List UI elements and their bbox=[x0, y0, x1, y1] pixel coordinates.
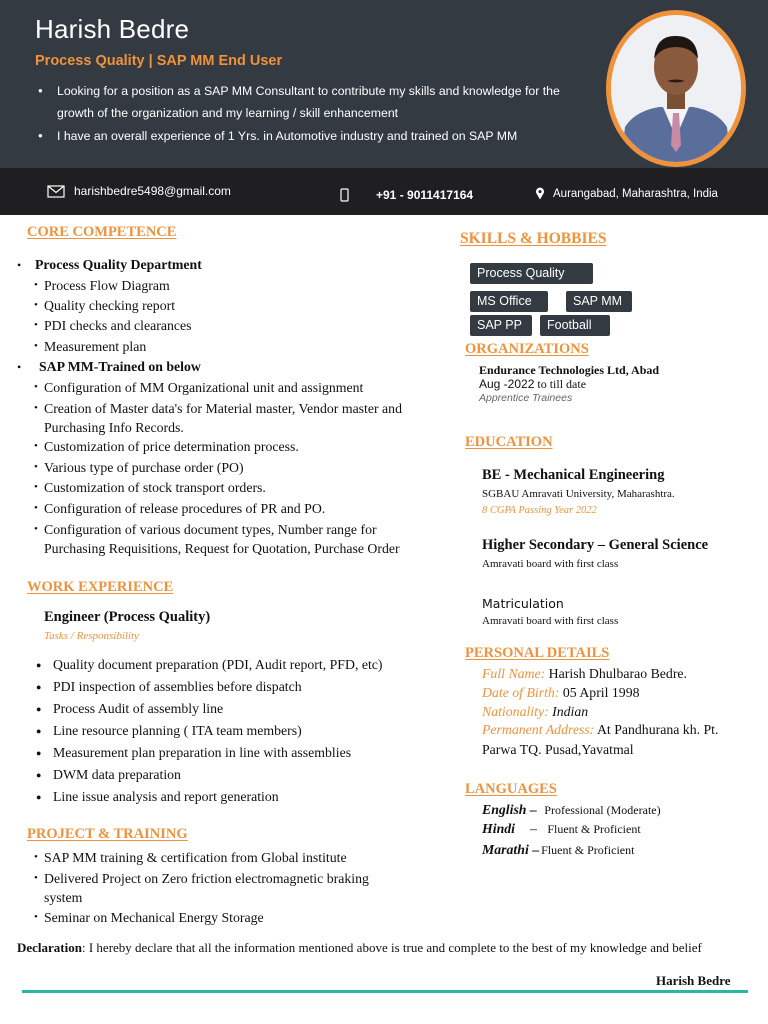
contact-bar bbox=[0, 168, 768, 215]
location-pin-icon bbox=[535, 187, 545, 200]
candidate-name: Harish Bedre bbox=[35, 14, 190, 44]
core-item: • Quality checking report bbox=[44, 296, 175, 315]
edu-degree: Higher Secondary – General Science bbox=[482, 537, 709, 553]
language-item bbox=[482, 819, 641, 839]
language-item bbox=[482, 840, 634, 860]
edu-note: 8 CGPA Passing Year 2022 bbox=[482, 505, 597, 516]
language-name: English – bbox=[482, 802, 537, 817]
language-level: Professional (Moderate) bbox=[544, 803, 661, 817]
declaration bbox=[17, 938, 702, 958]
profile-photo bbox=[606, 10, 746, 167]
org-period bbox=[479, 374, 586, 394]
work-item: ● Measurement plan preparation in line with assemblies bbox=[53, 743, 351, 763]
personal-address-line2: Parwa TQ. Pusad,Yavatmal bbox=[482, 742, 634, 757]
language-level: Fluent & Proficient bbox=[541, 843, 635, 857]
core-item: • Process Flow Diagram bbox=[44, 276, 170, 295]
org-period-end: to till date bbox=[534, 377, 587, 391]
core-item: • Various type of purchase order (PO) bbox=[44, 458, 434, 477]
skill-tag: SAP PP bbox=[470, 315, 532, 336]
personal-nationality bbox=[482, 702, 588, 722]
nationality-value: Indian bbox=[548, 704, 589, 719]
dob-value: 05 April 1998 bbox=[559, 685, 640, 700]
address-value: At Pandhurana kh. Pt. bbox=[594, 722, 719, 737]
skill-tag: Football bbox=[540, 315, 610, 336]
location-text: Aurangabad, Maharashtra, India bbox=[553, 187, 718, 200]
work-item: ● DWM data preparation bbox=[53, 765, 181, 785]
work-item: ● PDI inspection of assemblies before dispatch bbox=[53, 677, 302, 697]
edu-school: SGBAU Amravati University, Maharashtra. bbox=[482, 488, 675, 500]
project-item: • SAP MM training & certification from Global institute bbox=[44, 848, 394, 867]
work-item: ● Line issue analysis and report generation bbox=[53, 787, 279, 807]
dob-label: Date of Birth: bbox=[482, 685, 560, 700]
project-item: • Seminar on Mechanical Energy Storage bbox=[44, 908, 394, 927]
skill-tag: MS Office bbox=[470, 291, 548, 312]
work-item: ● Line resource planning ( ITA team members) bbox=[53, 721, 302, 741]
personal-dob bbox=[482, 683, 640, 703]
personal-address bbox=[482, 720, 718, 740]
candidate-role: Process Quality | SAP MM End User bbox=[35, 53, 283, 69]
summary-list bbox=[38, 80, 588, 148]
language-level: Fluent & Proficient bbox=[547, 822, 641, 836]
edu-degree: BE - Mechanical Engineering bbox=[482, 467, 665, 483]
work-item: ● Quality document preparation (PDI, Audit report, PFD, etc) bbox=[53, 655, 383, 675]
core-group-heading: Process Quality Department bbox=[35, 257, 202, 272]
full-name-value: Harish Dhulbarao Bedre. bbox=[545, 666, 687, 681]
signature-name: Harish Bedre bbox=[656, 973, 731, 988]
declaration-text: : I hereby declare that all the information mentioned above is true and complete to the best of my knowledge and belief bbox=[81, 940, 702, 955]
phone-icon bbox=[340, 188, 349, 202]
email-contact[interactable] bbox=[47, 184, 231, 198]
profile-photo-graphic bbox=[611, 15, 741, 162]
personal-full-name bbox=[482, 664, 687, 684]
email-text: harishbedre5498@gmail.com bbox=[74, 184, 231, 198]
education-heading: EDUCATION bbox=[465, 434, 553, 450]
skill-tag: SAP MM bbox=[566, 291, 632, 312]
project-training-heading: PROJECT & TRAINING bbox=[27, 826, 188, 842]
edu-degree: Matriculation bbox=[482, 596, 564, 611]
envelope-icon bbox=[47, 185, 65, 198]
org-period-start: Aug -2022 bbox=[479, 377, 535, 391]
language-name: Hindi bbox=[482, 821, 515, 836]
language-name: Marathi – bbox=[482, 842, 540, 857]
core-item: • Customization of stock transport orders. bbox=[44, 478, 434, 497]
phone-text: +91 - 9011417164 bbox=[376, 188, 474, 202]
header-banner bbox=[0, 0, 768, 168]
org-role: Apprentice Trainees bbox=[479, 392, 573, 404]
summary-item: ● Looking for a position as a SAP MM Consultant to contribute my skills and knowledge for the growth of the organization and my learning / skill enhancement bbox=[38, 80, 588, 124]
core-item: • Configuration of release procedures of PR and PO. bbox=[44, 499, 434, 518]
work-experience-heading: WORK EXPERIENCE bbox=[27, 579, 174, 595]
job-subtitle: Tasks / Responsibility bbox=[44, 630, 139, 642]
skills-heading: SKILLS & HOBBIES bbox=[460, 230, 607, 247]
core-item: • Measurement plan bbox=[44, 337, 146, 356]
org-company: Endurance Technologies Ltd, Abad bbox=[479, 363, 660, 377]
job-position: Engineer (Process Quality) bbox=[44, 609, 211, 625]
summary-item: ● I have an overall experience of 1 Yrs. in Automotive industry and trained on SAP MM bbox=[38, 125, 588, 147]
language-dash: – bbox=[529, 821, 537, 836]
core-item: • PDI checks and clearances bbox=[44, 316, 191, 335]
core-item: • Configuration of various document types, Number range for Purchasing Requisitions, Request for Quotation, Purchase Order bbox=[44, 520, 429, 558]
work-item: ● Process Audit of assembly line bbox=[53, 699, 223, 719]
languages-heading: LANGUAGES bbox=[465, 781, 557, 797]
address-label: Permanent Address: bbox=[482, 722, 595, 737]
bottom-divider bbox=[22, 990, 748, 993]
core-competence-heading: CORE COMPETENCE bbox=[27, 224, 177, 240]
skill-tag: Process Quality bbox=[470, 263, 593, 284]
nationality-label: Nationality: bbox=[482, 704, 549, 719]
organizations-heading: ORGANIZATIONS bbox=[465, 341, 589, 357]
edu-school: Amravati board with first class bbox=[482, 615, 619, 627]
core-item: • Customization of price determination process. bbox=[44, 437, 434, 456]
core-item: • Configuration of MM Organizational unit and assignment bbox=[44, 378, 434, 397]
core-item: • Creation of Master data's for Material master, Vendor master and Purchasing Info Records. bbox=[44, 399, 434, 437]
location-contact bbox=[535, 187, 718, 200]
bullet-icon: • bbox=[17, 360, 22, 374]
project-item: • Delivered Project on Zero friction electromagnetic braking system bbox=[44, 869, 384, 907]
personal-details-heading: PERSONAL DETAILS bbox=[465, 645, 610, 661]
language-item bbox=[482, 800, 661, 820]
core-group-heading: SAP MM-Trained on below bbox=[39, 359, 201, 374]
phone-contact[interactable] bbox=[340, 188, 473, 202]
bullet-icon: • bbox=[17, 258, 22, 272]
declaration-label: Declaration bbox=[17, 940, 82, 955]
full-name-label: Full Name: bbox=[482, 666, 546, 681]
edu-school: Amravati board with first class bbox=[482, 558, 619, 570]
